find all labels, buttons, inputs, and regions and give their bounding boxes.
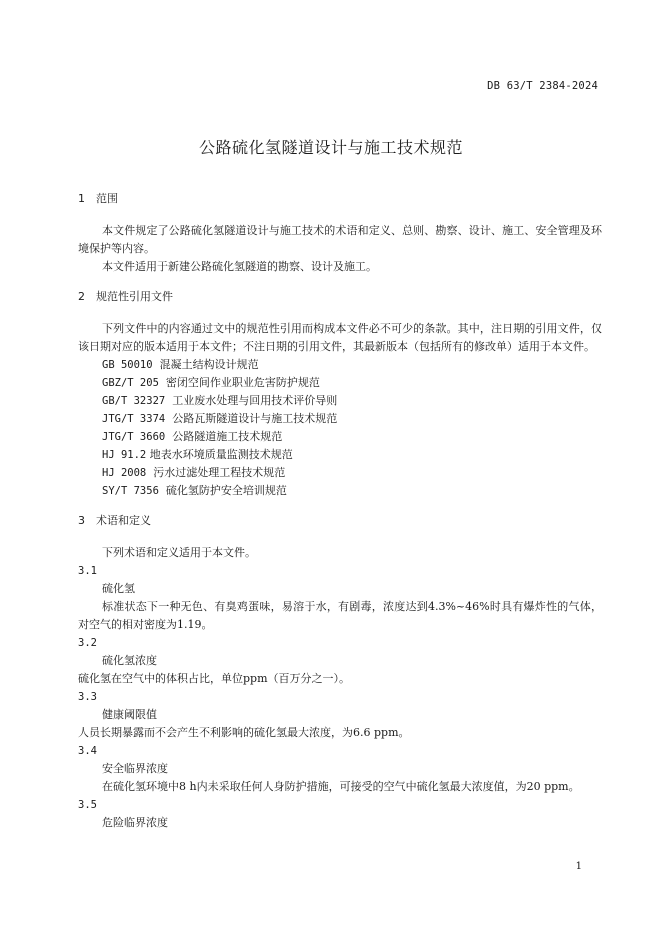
term-definition: 人员长期暴露而不会产生不利影响的硫化氢最大浓度，为6.6 ppm。	[78, 726, 410, 739]
scope-paragraph: 本文件规定了公路硫化氢隧道设计与施工技术的术语和定义、总则、勘察、设计、施工、安全管理及环境保护等内容。	[78, 224, 602, 255]
reference-item	[78, 410, 602, 428]
reference-item	[78, 482, 602, 500]
page-number: 1	[575, 861, 582, 872]
term-name: 安全临界浓度	[102, 762, 168, 775]
section-title: 规范性引用文件	[96, 290, 173, 303]
section-number: 3	[78, 514, 85, 527]
term-entry	[78, 688, 602, 742]
reference-code: GB/T 32327	[102, 395, 166, 407]
section-title: 术语和定义	[96, 514, 151, 527]
section-heading-scope	[78, 190, 602, 208]
term-number: 3.3	[78, 691, 97, 703]
term-entry	[78, 562, 602, 634]
term-name: 健康阈限值	[102, 708, 157, 721]
term-number: 3.2	[78, 637, 97, 649]
scope-paragraph: 本文件适用于新建公路硫化氢隧道的勘察、设计及施工。	[102, 260, 377, 273]
reference-code: JTG/T 3374	[102, 413, 166, 425]
section-heading-normative-references	[78, 288, 602, 306]
reference-name: 密闭空间作业职业危害防护规范	[165, 376, 320, 389]
reference-name: 地表水环境质量监测技术规范	[149, 448, 293, 461]
reference-item	[78, 428, 602, 446]
term-number: 3.5	[78, 799, 97, 811]
reference-name: 混凝土结构设计规范	[159, 358, 259, 371]
section-number: 1	[78, 192, 85, 205]
reference-code: HJ 2008	[102, 467, 147, 479]
term-number: 3.1	[78, 565, 97, 577]
term-entry	[78, 796, 602, 832]
section-number: 2	[78, 290, 85, 303]
document-title: 公路硫化氢隧道设计与施工技术规范	[198, 138, 463, 157]
reference-name: 工业废水处理与回用技术评价导则	[172, 394, 338, 407]
term-name: 危险临界浓度	[102, 816, 168, 829]
term-definition: 在硫化氢环境中8 h内未采取任何人身防护措施，可接受的空气中硫化氢最大浓度值，为20 ppm。	[102, 780, 580, 793]
reference-list	[78, 356, 602, 500]
term-definition: 标准状态下一种无色、有臭鸡蛋味，易溶于水，有剧毒，浓度达到4.3%~46%时具有爆炸性的气体，对空气的相对密度为1.19。	[78, 600, 602, 631]
term-number: 3.4	[78, 745, 97, 757]
term-entry	[78, 742, 602, 796]
reference-name: 公路隧道施工技术规范	[172, 430, 283, 443]
reference-name: 硫化氢防护安全培训规范	[165, 484, 287, 497]
reference-code: HJ 91.2	[102, 449, 147, 461]
reference-item	[78, 464, 602, 482]
standard-code: DB 63/T 2384-2024	[487, 80, 598, 92]
term-definition: 硫化氢在空气中的体积占比，单位ppm（百万分之一）。	[78, 672, 351, 685]
reference-name: 污水过滤处理工程技术规范	[153, 466, 286, 479]
reference-code: GB 50010	[102, 359, 153, 371]
section-heading-terms	[78, 512, 602, 530]
reference-code: SY/T 7356	[102, 485, 159, 497]
terms-intro: 下列术语和定义适用于本文件。	[102, 546, 256, 559]
reference-item	[78, 356, 602, 374]
term-name: 硫化氢	[102, 582, 135, 595]
term-entry	[78, 634, 602, 688]
section-title: 范围	[96, 192, 118, 205]
reference-name: 公路瓦斯隧道设计与施工技术规范	[172, 412, 338, 425]
reference-item	[78, 374, 602, 392]
reference-item	[78, 446, 602, 464]
reference-item	[78, 392, 602, 410]
reference-code: GBZ/T 205	[102, 377, 159, 389]
reference-code: JTG/T 3660	[102, 431, 166, 443]
term-name: 硫化氢浓度	[102, 654, 157, 667]
document-body	[78, 190, 602, 832]
references-intro: 下列文件中的内容通过文中的规范性引用而构成本文件必不可少的条款。其中，注日期的引用文件，仅该日期对应的版本适用于本文件；不注日期的引用文件，其最新版本（包括所有的修改单）适用于本文件。	[78, 322, 602, 353]
